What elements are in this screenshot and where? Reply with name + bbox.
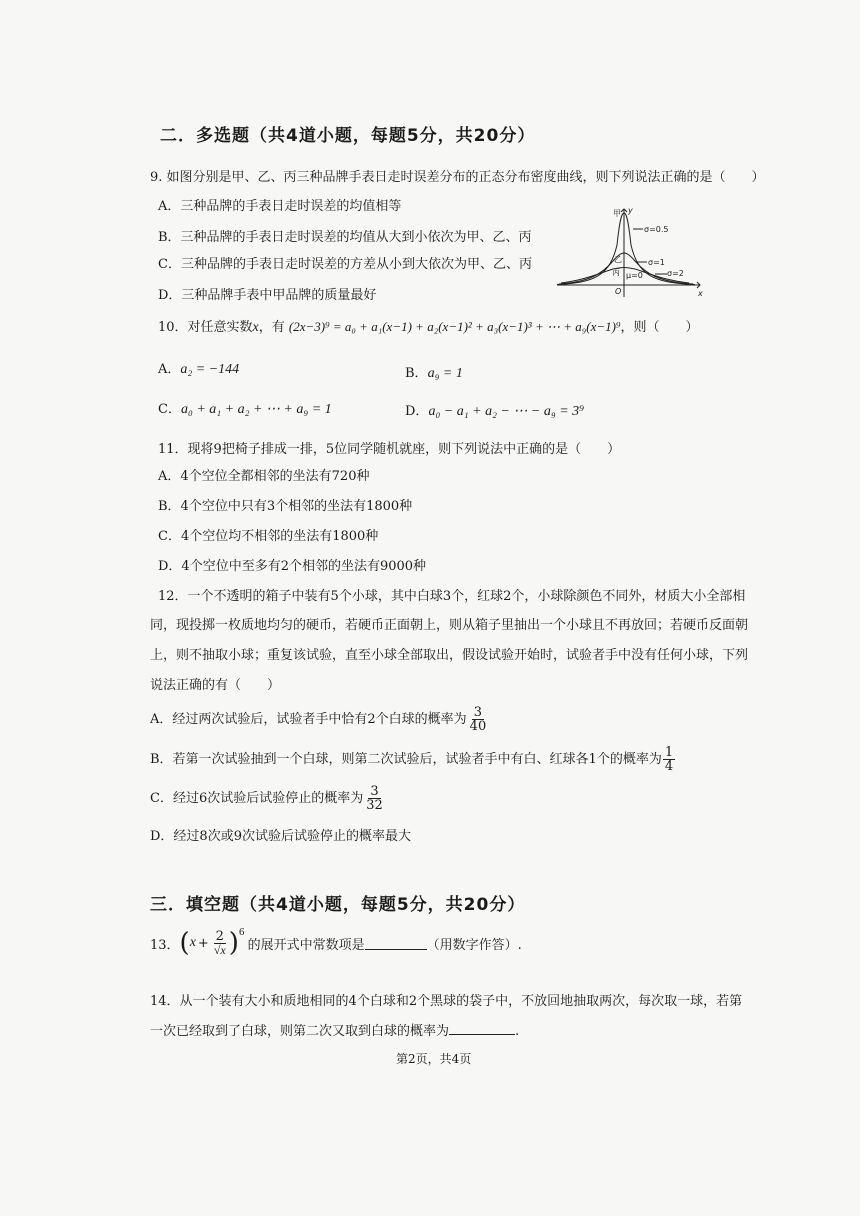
label-x: x xyxy=(698,289,703,298)
label-mu: μ=0 xyxy=(626,271,643,280)
page-footer: 第2页，共4页 xyxy=(396,1052,472,1066)
label-yi: 乙 xyxy=(614,255,622,264)
fraction-numerator: 2 xyxy=(215,929,224,944)
q12-option-b-fraction xyxy=(663,746,675,773)
q10-stem-var: x xyxy=(252,320,259,335)
q13-fraction xyxy=(212,930,228,956)
q12-option-b xyxy=(150,746,676,773)
q13-answer-blank[interactable] xyxy=(365,937,427,950)
q14-line-2 xyxy=(150,1020,519,1039)
label-y: y xyxy=(628,206,633,215)
q14-line-2-text: 一次已经取到了白球，则第二次又取到白球的概率为 xyxy=(150,1024,450,1039)
q12-line-1: 12．一个不透明的箱子中装有5个小球，其中白球3个，红球2个，小球除颜色不同外，材质大小全部相 xyxy=(158,589,746,604)
q10-option-a-expr: a₂ = −144 xyxy=(180,362,240,377)
q13-right-paren: ) xyxy=(228,928,239,958)
label-sigma-05: σ=0.5 xyxy=(644,225,669,234)
q13-exponent: 6 xyxy=(238,928,245,938)
q10-option-d-expr: a₀ − a₁ + a₂ − ⋯ − a₉ = 3⁹ xyxy=(428,404,585,419)
fraction-denominator: 40 xyxy=(469,719,487,734)
q10-stem-prefix: 10．对任意实数 xyxy=(158,320,253,335)
q13-var-x: x xyxy=(189,935,196,950)
q14-line-1: 14．从一个装有大小和质地相同的4个白球和2个黑球的袋子中，不放回地抽取两次，每次取一球，若第 xyxy=(150,994,743,1009)
q10-option-a xyxy=(158,358,239,378)
q13-left-paren: ( xyxy=(179,928,190,958)
label-bing: 丙 xyxy=(612,268,620,277)
q11-stem: 11．现将9把椅子排成一排，5位同学随机就座，则下列说法中正确的是（ ） xyxy=(158,442,621,457)
q9-option-c: C．三种品牌的手表日走时误差的方差从小到大依次为甲、乙、丙 xyxy=(158,257,532,272)
q12-line-2: 同，现投掷一枚质地均匀的硬币，若硬币正面朝上，则从箱子里抽出一个小球且不再放回；若硬币反面朝 xyxy=(150,618,749,633)
q14-answer-blank[interactable] xyxy=(449,1022,515,1035)
q11-option-b: B．4个空位中只有3个相邻的坐法有1800种 xyxy=(158,499,413,514)
q11-option-a: A．4个空位全都相邻的坐法有720种 xyxy=(158,469,370,484)
q10-stem-mid: ，有 xyxy=(258,320,285,335)
q9-option-b: B．三种品牌的手表日走时误差的均值从大到小依次为甲、乙、丙 xyxy=(158,230,532,245)
q12-option-b-text: B．若第一次试验抽到一个白球，则第二次试验后，试验者手中有白、红球各1个的概率为 xyxy=(150,752,662,767)
q14-end: . xyxy=(515,1024,520,1039)
q10-option-c-expr: a₀ + a₁ + a₂ + ⋯ + a₉ = 1 xyxy=(180,402,332,417)
q13-number: 13． xyxy=(150,937,180,953)
q13-hint: （用数字作答）. xyxy=(426,937,522,953)
q10-option-d xyxy=(405,400,584,420)
q12-option-d: D．经过8次或9次试验后试验停止的概率最大 xyxy=(150,829,411,844)
q12-option-c-text: C．经过6次试验后试验停止的概率为 xyxy=(150,791,364,806)
q12-option-a xyxy=(150,706,489,733)
q12-line-3: 上，则不抽取小球；重复该试验，直至小球全部取出，假设试验开始时，试验者手中没有任何小球，下列 xyxy=(150,648,749,663)
section-3-title: 三．填空题（共4道小题，每题5分，共20分） xyxy=(150,895,526,915)
q13-text: 的展开式中常数项是 xyxy=(247,937,365,953)
fraction-numerator: 3 xyxy=(370,784,379,799)
fraction-denominator: √x xyxy=(213,943,226,957)
q13-plus: + xyxy=(197,935,209,951)
q11-option-d: D．4个空位中至多有2个相邻的坐法有9000种 xyxy=(158,559,427,574)
q13 xyxy=(150,930,522,956)
q10-option-b xyxy=(405,362,463,382)
q9-option-d: D．三种品牌手表中甲品牌的质量最好 xyxy=(158,288,377,303)
q12-option-c xyxy=(150,785,386,812)
q12-option-c-fraction xyxy=(364,785,385,812)
q10-option-c xyxy=(158,398,332,418)
fraction-denominator: 32 xyxy=(366,798,383,813)
q10-option-c-label: C． xyxy=(158,402,181,417)
q10-option-a-label: A． xyxy=(158,362,181,377)
q10-stem-suffix: ，则（ ） xyxy=(620,320,699,335)
q12-option-a-fraction xyxy=(468,706,489,733)
q10-option-d-label: D． xyxy=(405,404,429,419)
label-sigma-2: σ=2 xyxy=(667,269,684,278)
label-sigma-1: σ=1 xyxy=(648,258,665,267)
q12-option-a-text: A．经过两次试验后，试验者手中恰有2个白球的概率为 xyxy=(150,712,467,727)
label-origin: O xyxy=(615,287,622,296)
q10-stem xyxy=(158,316,699,336)
fraction-numerator: 1 xyxy=(664,745,674,760)
q9-stem: 9. 如图分别是甲、乙、丙三种品牌手表日走时误差分布的正态分布密度曲线，则下列说法正确的是（ ） xyxy=(150,170,765,185)
fraction-denominator: 4 xyxy=(664,759,674,774)
q12-line-4: 说法正确的有（ ） xyxy=(150,678,281,693)
q10-option-b-label: B． xyxy=(405,366,428,381)
label-jia: 甲 xyxy=(613,209,621,218)
q9-normal-curve-figure xyxy=(555,205,705,300)
q10-option-b-expr: a₉ = 1 xyxy=(427,366,463,381)
fraction-numerator: 3 xyxy=(473,705,483,720)
q9-option-a: A．三种品牌的手表日走时误差的均值相等 xyxy=(158,199,402,214)
q11-option-c: C．4个空位均不相邻的坐法有1800种 xyxy=(158,529,379,544)
section-2-title: 二．多选题（共4道小题，每题5分，共20分） xyxy=(160,126,536,146)
q10-formula: (2x−3)⁹ = a₀ + a₁(x−1) + a₂(x−1)² + a₃(x−1)³ + ⋯ + a₉(x−1)⁹ xyxy=(288,319,621,334)
